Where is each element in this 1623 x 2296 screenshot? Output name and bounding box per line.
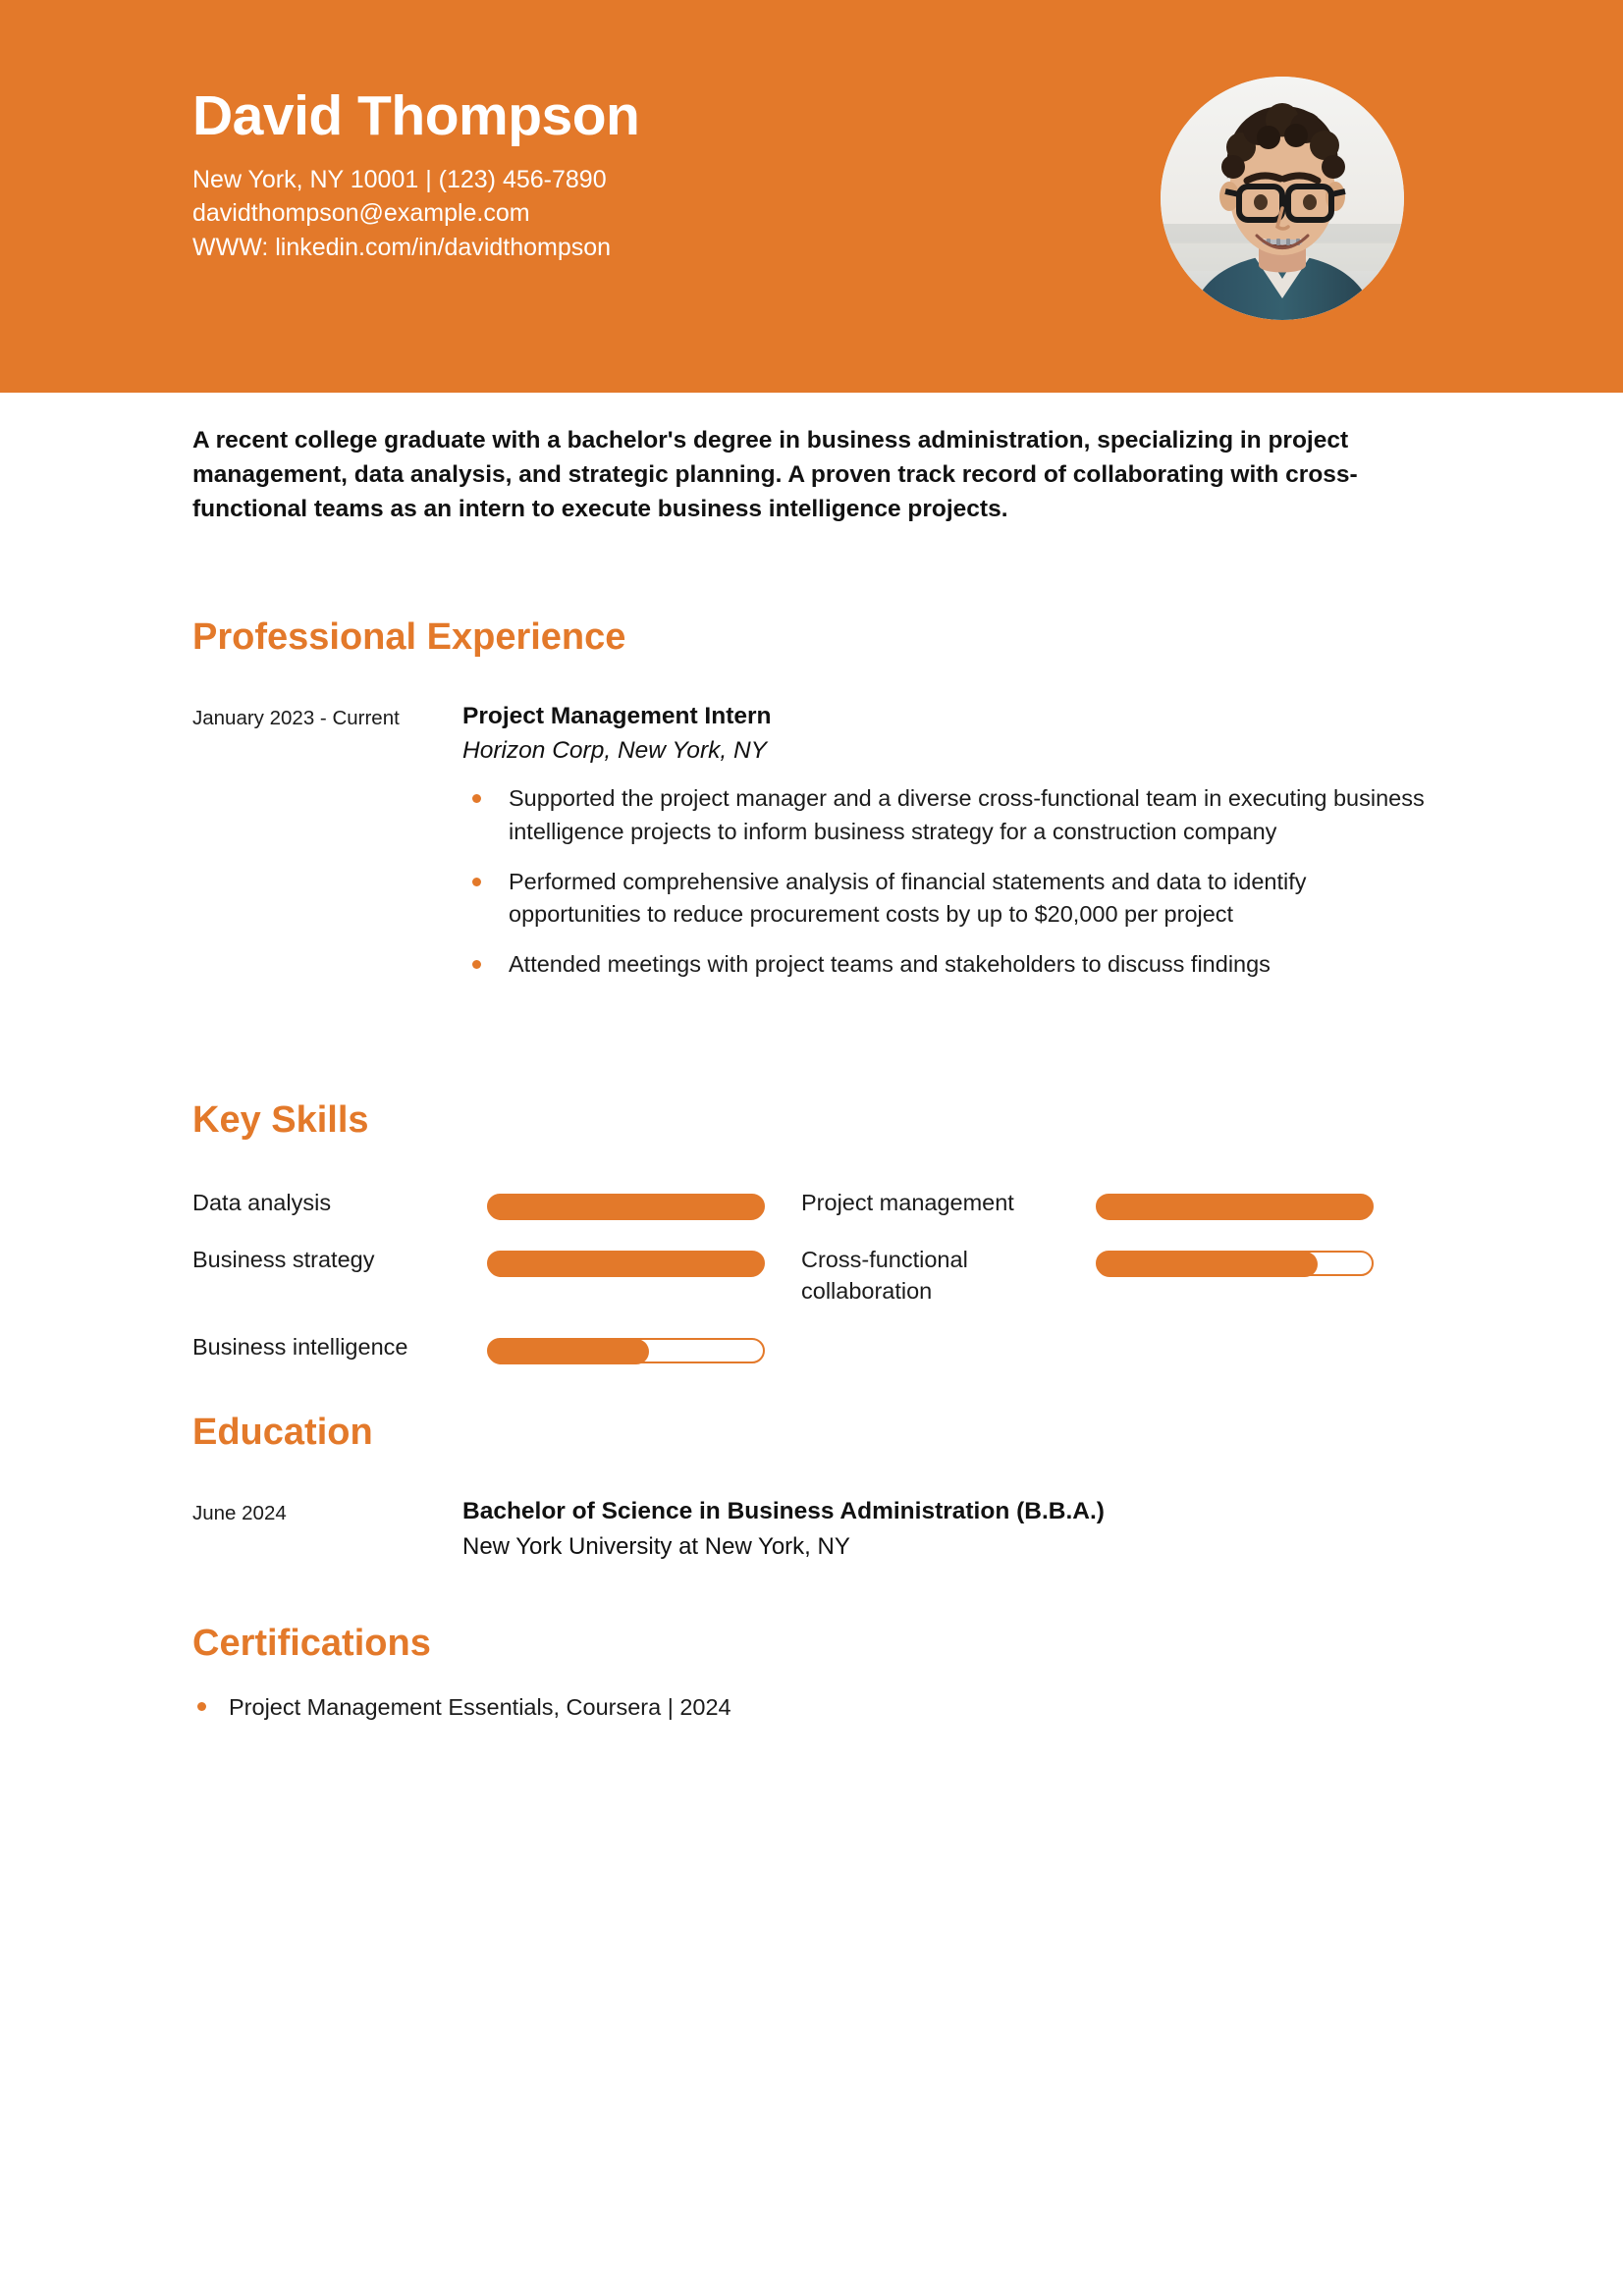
skill-label: Project management (801, 1190, 1014, 1215)
list-item: Attended meetings with project teams and stakeholders to discuss findings (462, 948, 1436, 982)
skill-proficiency-bar (1096, 1194, 1374, 1219)
header-text-block (192, 84, 1076, 264)
skill-proficiency-fill (1097, 1195, 1373, 1220)
page-title: David Thompson (192, 84, 640, 147)
section-heading-education: Education (192, 1412, 373, 1453)
list-item: Performed comprehensive analysis of financial statements and data to identify opportunities to reduce procurement costs by up to $20,000 per project (462, 866, 1436, 933)
experience-employer: Horizon Corp, New York, NY (462, 736, 767, 764)
skill-label: Business strategy (192, 1247, 375, 1272)
list-item: Project Management Essentials, Coursera | 2024 (192, 1691, 1459, 1724)
skill-label: Data analysis (192, 1190, 332, 1215)
skills-column-gap (767, 1330, 801, 1387)
skill-proficiency-fill (488, 1339, 649, 1364)
experience-entry (192, 701, 1459, 982)
education-school: New York University at New York, NY (462, 1532, 850, 1560)
skill-proficiency-bar (1096, 1251, 1374, 1276)
contact-email[interactable]: davidthompson@example.com (192, 199, 530, 228)
contact-website[interactable]: WWW: linkedin.com/in/davidthompson (192, 233, 612, 261)
skill-bar-cell (487, 1186, 767, 1243)
section-heading-experience: Professional Experience (192, 616, 626, 658)
skills-column-gap (767, 1243, 801, 1330)
skill-label: Cross-functional collaboration (801, 1247, 968, 1304)
education-details (462, 1496, 1459, 1563)
skill-bar-cell-empty (1096, 1330, 1376, 1387)
section-professional-experience (192, 618, 1459, 982)
list-item: Supported the project manager and a diverse cross-functional team in executing business intelligence projects to inform business strategy for a construction company (462, 782, 1436, 849)
section-certifications (192, 1625, 1459, 1724)
profile-photo-icon (1161, 77, 1404, 320)
experience-details (462, 701, 1459, 982)
resume-header (0, 0, 1623, 393)
skill-proficiency-fill (488, 1252, 764, 1277)
skill-proficiency-bar (487, 1338, 765, 1363)
skill-proficiency-bar (487, 1251, 765, 1276)
education-date: June 2024 (192, 1502, 287, 1524)
contact-location-phone: New York, NY 10001 | (123) 456-7890 (192, 165, 607, 193)
experience-bullet-list (462, 782, 1459, 982)
skill-bar-cell (1096, 1186, 1376, 1243)
skill-label: Business intelligence (192, 1334, 408, 1361)
experience-date: January 2023 - Current (192, 707, 400, 729)
avatar (1161, 77, 1404, 320)
skill-bar-cell (487, 1243, 767, 1330)
education-degree: Bachelor of Science in Business Administration (B.B.A.) (462, 1498, 1105, 1524)
education-entry (192, 1496, 1459, 1563)
skill-label-empty (801, 1330, 1096, 1387)
professional-summary: A recent college graduate with a bachelor's degree in business administration, specializing in project management, data analysis, and strategic planning. A proven track record of collaborating with cross-functional teams as an intern to execute business intelligence projects. (192, 427, 1358, 522)
skill-bar-cell (487, 1330, 767, 1387)
skill-bar-cell (1096, 1243, 1376, 1330)
section-heading-skills: Key Skills (192, 1099, 369, 1141)
skill-proficiency-fill (488, 1195, 764, 1220)
skills-grid (192, 1186, 1459, 1387)
certifications-list (192, 1691, 1459, 1724)
section-heading-certifications: Certifications (192, 1623, 431, 1664)
skill-proficiency-fill (1097, 1252, 1318, 1277)
experience-job-title: Project Management Intern (462, 703, 772, 729)
section-key-skills (192, 1101, 1459, 1387)
section-education (192, 1414, 1459, 1563)
skills-column-gap (767, 1186, 801, 1243)
skill-proficiency-bar (487, 1194, 765, 1219)
